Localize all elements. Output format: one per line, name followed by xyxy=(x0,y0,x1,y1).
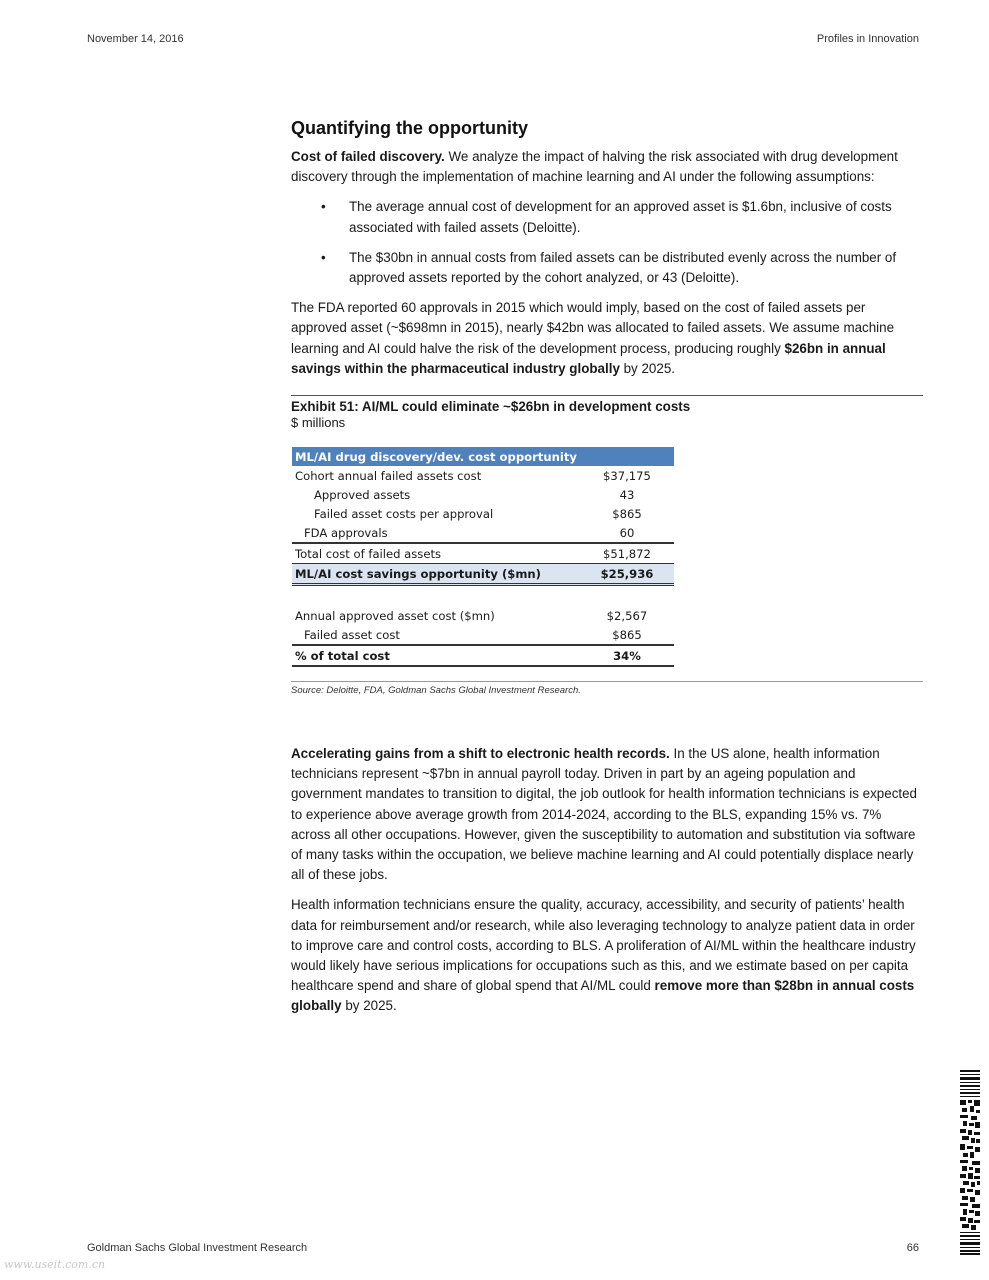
row-value: $25,936 xyxy=(580,564,674,585)
row-label: Approved assets xyxy=(314,487,411,502)
row-value: $865 xyxy=(612,627,642,642)
header-series: Profiles in Innovation xyxy=(816,33,919,45)
paragraph-highlight: $26bn in annual savings within the pharmaceutical industry globally xyxy=(291,340,886,376)
paragraph-lead: Cost of failed discovery. xyxy=(291,149,445,164)
row-value: 34% xyxy=(580,645,674,666)
row-value: $37,175 xyxy=(602,468,651,483)
header-date: November 14, 2016 xyxy=(87,33,184,45)
row-label: Total cost of failed assets xyxy=(292,543,580,564)
table-row xyxy=(292,606,674,625)
row-value: 60 xyxy=(619,525,635,540)
paragraph-text: The FDA reported 60 approvals in 2015 which would imply, based on the cost of failed assets per approved asset (~$698mn in 2015), nearly $42bn was allocated to failed assets. We assume machine learning and AI could halve the risk of the development process, producing roughly xyxy=(291,300,895,356)
page-number: 66 xyxy=(906,1242,919,1254)
row-label: % of total cost xyxy=(292,645,580,666)
ehr-section xyxy=(291,744,921,1017)
table-row xyxy=(292,466,674,485)
list-item: • The average annual cost of development for an approved asset is $1.6bn, inclusive of costs associated with failed assets (Deloitte). xyxy=(349,197,921,237)
table-row-savings xyxy=(292,564,674,585)
exhibit-source: Source: Deloitte, FDA, Goldman Sachs Global Investment Research. xyxy=(291,681,923,696)
exhibit-51 xyxy=(291,395,923,696)
footer-publisher: Goldman Sachs Global Investment Research xyxy=(87,1242,308,1254)
barcode-image xyxy=(960,1070,980,1255)
paragraph-tail: by 2025. xyxy=(619,360,675,376)
row-value: $2,567 xyxy=(606,608,648,623)
row-label: Failed asset cost xyxy=(304,627,400,642)
paragraph-highlight: remove more than $28bn in annual costs globally xyxy=(291,978,915,1014)
paragraph-tail: by 2025. xyxy=(341,998,397,1014)
row-value: $51,872 xyxy=(580,543,674,564)
assumptions-list xyxy=(291,197,921,288)
row-label: Annual approved asset cost ($mn) xyxy=(295,608,495,623)
table-row xyxy=(292,485,674,504)
table-spacer xyxy=(292,585,674,607)
table-header-row xyxy=(292,447,674,466)
row-label: ML/AI cost savings opportunity ($mn) xyxy=(292,564,580,585)
row-value: 43 xyxy=(619,487,635,502)
row-label: Failed asset costs per approval xyxy=(314,506,494,521)
cost-table xyxy=(292,447,674,667)
paragraph-hit xyxy=(291,895,921,1016)
table-row-percent xyxy=(292,645,674,666)
table-row-total xyxy=(292,543,674,564)
paragraph-ehr xyxy=(291,744,921,885)
paragraph-text: In the US alone, health information technicians represent ~$7bn in annual payroll today. Driven in part by an ageing population and government mandates to transition to digital, the job outlook for health information technicians is expected to experience above average growth from 2014-2024, according to the BLS, expanding 15% vs. 7% across all other occupations. However, given the susceptibility to automation and substitution via software of many tasks within the occupation, we believe machine learning and AI could potentially displace nearly all of these jobs. xyxy=(291,746,918,883)
section-title: Quantifying the opportunity xyxy=(291,118,528,138)
table-row xyxy=(292,504,674,523)
paragraph-fda xyxy=(291,298,921,379)
main-content xyxy=(291,118,921,1027)
table-row xyxy=(292,523,674,543)
table-row xyxy=(292,625,674,645)
paragraph-text: Health information technicians ensure the quality, accuracy, accessibility, and security of patients’ health data for reimbursement and/or research, while also leveraging technology to analyze patient data in order to improve care and control costs, according to BLS. A proliferation of AI/ML within the healthcare industry would likely have serious implications for occupations such as this, and we estimate based on per capita healthcare spend and share of global spend that AI/ML could xyxy=(291,897,916,994)
paragraph-lead: Accelerating gains from a shift to electronic health records. xyxy=(291,746,670,762)
row-value: $865 xyxy=(612,506,642,521)
exhibit-title: Exhibit 51: AI/ML could eliminate ~$26bn in development costs xyxy=(291,399,691,415)
row-label: Cohort annual failed assets cost xyxy=(295,468,482,483)
watermark: www.useit.com.cn xyxy=(4,1258,106,1271)
table-header: ML/AI drug discovery/dev. cost opportunity xyxy=(292,447,580,466)
list-item: • The $30bn in annual costs from failed assets can be distributed evenly across the number of approved assets reported by the cohort analyzed, or 43 (Deloitte). xyxy=(349,248,921,288)
paragraph-text: We analyze the impact of halving the risk associated with drug development discovery through the implementation of machine learning and AI under the following assumptions: xyxy=(291,149,898,185)
exhibit-subtitle: $ millions xyxy=(291,415,346,431)
row-label: FDA approvals xyxy=(304,525,388,540)
paragraph-failed-discovery xyxy=(291,147,921,187)
